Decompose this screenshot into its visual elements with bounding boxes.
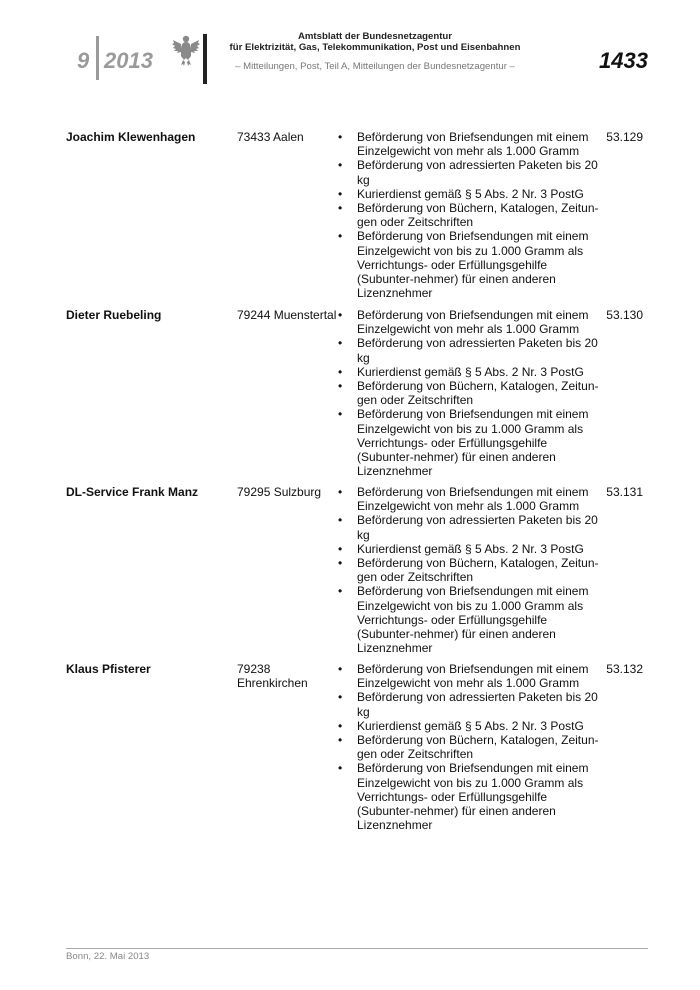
header-rule [203, 34, 207, 84]
license-number: 53.129 [606, 130, 643, 144]
service-list [338, 485, 606, 655]
licensee-location: 79244 Muenstertal [237, 308, 337, 322]
service-list [338, 130, 606, 300]
issue-number: 9 [77, 48, 90, 73]
service-item: • Beförderung von Briefsendungen mit einem Einzelgewicht von mehr als 1.000 Gramm [338, 662, 606, 690]
licensee-name: Dieter Ruebeling [66, 308, 162, 322]
service-item: • Beförderung von Briefsendungen mit einem Einzelgewicht von bis zu 1.000 Gramm als Verrichtungs- oder Erfüllungsgehilfe (Subunter-nehmer) für einen anderen Lizenznehmer [338, 761, 606, 832]
issue-divider [96, 36, 99, 80]
service-item: • Kurierdienst gemäß § 5 Abs. 2 Nr. 3 PostG [338, 365, 606, 379]
service-item: • Beförderung von Briefsendungen mit einem Einzelgewicht von mehr als 1.000 Gramm [338, 485, 606, 513]
service-item: • Beförderung von adressierten Paketen bis 20 kg [338, 513, 606, 541]
service-item: • Beförderung von Briefsendungen mit einem Einzelgewicht von mehr als 1.000 Gramm [338, 308, 606, 336]
licensee-location: 79238 Ehrenkirchen [237, 662, 308, 691]
section-subtitle: – Mitteilungen, Post, Teil A, Mitteilungen der Bundesnetzagentur – [235, 61, 515, 72]
service-item: • Beförderung von Briefsendungen mit einem Einzelgewicht von mehr als 1.000 Gramm [338, 130, 606, 158]
licensee-name: Klaus Pfisterer [66, 662, 151, 676]
licensee-location: 79295 Sulzburg [237, 485, 322, 499]
service-list [338, 662, 606, 832]
license-number: 53.131 [606, 485, 643, 499]
service-item: • Kurierdienst gemäß § 5 Abs. 2 Nr. 3 PostG [338, 719, 606, 733]
service-item: • Beförderung von Briefsendungen mit einem Einzelgewicht von bis zu 1.000 Gramm als Verrichtungs- oder Erfüllungsgehilfe (Subunter-nehmer) für einen anderen Lizenznehmer [338, 407, 606, 478]
federal-eagle-icon [172, 34, 200, 66]
service-item: • Beförderung von adressierten Paketen bis 20 kg [338, 336, 606, 364]
footer-place-date: Bonn, 22. Mai 2013 [66, 951, 150, 962]
licensee-name: Joachim Klewenhagen [66, 130, 196, 144]
service-item: • Beförderung von Briefsendungen mit einem Einzelgewicht von bis zu 1.000 Gramm als Verrichtungs- oder Erfüllungsgehilfe (Subunter-nehmer) für einen anderen Lizenznehmer [338, 229, 606, 300]
licensee-name: DL-Service Frank Manz [66, 485, 199, 499]
license-number: 53.130 [606, 308, 643, 322]
page-number: 1433 [599, 48, 648, 73]
footer-rule [66, 948, 648, 949]
publication-title [215, 31, 535, 53]
service-item: • Beförderung von Büchern, Katalogen, Zeitun-gen oder Zeitschriften [338, 556, 606, 584]
service-item: • Beförderung von Büchern, Katalogen, Zeitun-gen oder Zeitschriften [338, 379, 606, 407]
service-list [338, 308, 606, 478]
service-item: • Kurierdienst gemäß § 5 Abs. 2 Nr. 3 PostG [338, 542, 606, 556]
service-item: • Beförderung von Büchern, Katalogen, Zeitun-gen oder Zeitschriften [338, 733, 606, 761]
page-header [0, 0, 700, 90]
license-number: 53.132 [606, 662, 643, 676]
service-item: • Beförderung von Büchern, Katalogen, Zeitun-gen oder Zeitschriften [338, 201, 606, 229]
issue-year: 2013 [104, 48, 153, 73]
service-item: • Beförderung von adressierten Paketen bis 20 kg [338, 158, 606, 186]
service-item: • Kurierdienst gemäß § 5 Abs. 2 Nr. 3 PostG [338, 187, 606, 201]
publication-title-line1: Amtsblatt der Bundesnetzagentur [297, 31, 453, 42]
publication-title-line2: für Elektrizität, Gas, Telekommunikation, Post und Eisenbahnen [229, 42, 521, 53]
service-item: • Beförderung von adressierten Paketen bis 20 kg [338, 690, 606, 718]
licensee-location: 73433 Aalen [237, 130, 304, 144]
service-item: • Beförderung von Briefsendungen mit einem Einzelgewicht von bis zu 1.000 Gramm als Verrichtungs- oder Erfüllungsgehilfe (Subunter-nehmer) für einen anderen Lizenznehmer [338, 584, 606, 655]
